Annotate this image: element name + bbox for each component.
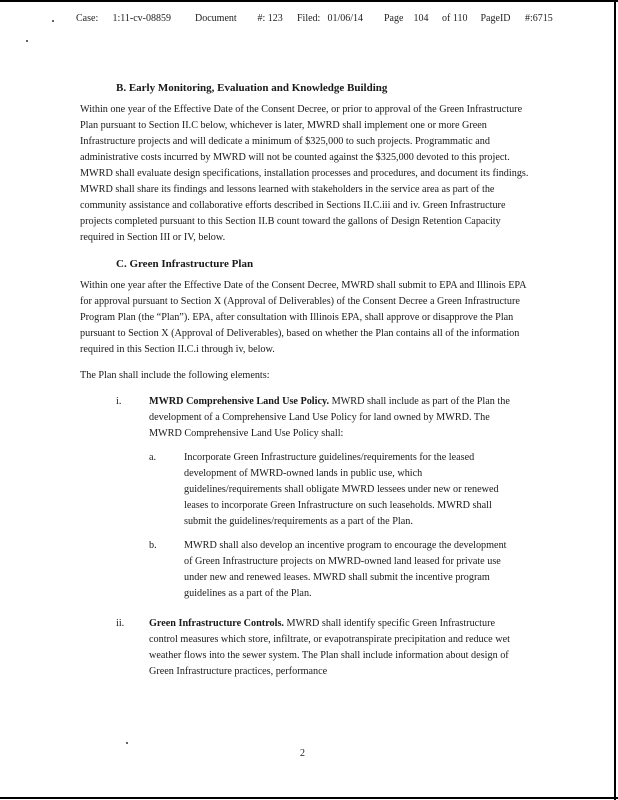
page-of: of 110 (442, 13, 468, 24)
scan-border-bottom (0, 797, 618, 799)
scan-speck (126, 742, 128, 744)
plan-element-ii (116, 616, 535, 680)
document-label: Document (195, 13, 237, 24)
subitem-a (149, 450, 517, 530)
element-content (149, 394, 517, 610)
document-body (80, 82, 535, 686)
pageid-number: #:6715 (525, 13, 553, 24)
filed-date: 01/06/14 (327, 13, 364, 24)
plan-element-i (116, 394, 535, 610)
section-b-paragraph: Within one year of the Effective Date of the Consent Decree, or prior to approval of the Green Infrastructure Plan pursuant to Section II.C below, whichever is later, MWRD shall implement one or more Green Infrastructure projects and will dedicate a minimum of $325,000 to such projects. Programmatic and administrative costs incurred by MWRD will not be counted against the $325,000 devoted to this project. MWRD shall evaluate design specifications, installation processes and procedures, and document its findings. MWRD shall share its findings and lessons learned with stakeholders in the service area as part of the community assistance and collaborative efforts described in Sections II.C.iii and iv. Green Infrastructure projects completed pursuant to this Section II.B count toward the gallons of Design Retention Capacity required in Section III or IV, below. (80, 104, 529, 243)
section-c-heading: C. Green Infrastructure Plan (116, 258, 254, 270)
document-number: #: 123 (257, 13, 283, 24)
element-text: MWRD shall include as part of the Plan the development of a Comprehensive Land Use Policy for land owned by MWRD. The MWRD Comprehensive Land Use Policy shall: (149, 396, 510, 439)
subitem-letter: b. (149, 540, 157, 551)
scan-border-top (0, 0, 618, 2)
element-title: MWRD Comprehensive Land Use Policy. (149, 396, 330, 407)
page-label: Page (384, 13, 404, 24)
case-label: Case: (76, 13, 99, 24)
scan-speck (26, 40, 28, 42)
element-content (149, 616, 517, 680)
page-number: 104 (413, 13, 429, 24)
element-text: MWRD shall identify specific Green Infrastructure control measures which store, infiltrate, or evapotranspirate precipitation and reduce wet weather flows into the sewer system. The Plan shall include information about design of Green Infrastructure practices, performance (149, 618, 510, 677)
scan-speck (52, 20, 54, 22)
section-b-heading: B. Early Monitoring, Evaluation and Knowledge Building (116, 82, 388, 94)
scan-border-right (614, 0, 616, 800)
plan-elements-intro: The Plan shall include the following elements: (80, 370, 270, 381)
filed-label: Filed: (297, 13, 321, 24)
element-number: ii. (116, 618, 125, 629)
element-number: i. (116, 396, 122, 407)
subitem-text: MWRD shall also develop an incentive program to encourage the development of Green Infrastructure projects on MWRD-owned land leased for private use under new and renewed leases. MWRD shall submit the incentive program guidelines as a part of the Plan. (184, 540, 507, 599)
element-title: Green Infrastructure Controls. (149, 618, 284, 629)
pageid-label: PageID (480, 13, 511, 24)
court-filing-header (76, 13, 596, 24)
footer-page-number: 2 (300, 748, 305, 759)
subitem-letter: a. (149, 452, 157, 463)
case-number: 1:11-cv-08859 (112, 13, 172, 24)
subitem-text: Incorporate Green Infrastructure guidelines/requirements for the leased development of MWRD-owned lands in public use, which guidelines/requirements shall obligate MWRD lessees under new or renewed leases to incorporate Green Infrastructure on such leaseholds. MWRD shall submit the guidelines/requirements as a part of the Plan. (184, 452, 499, 527)
subitem-b (149, 538, 517, 602)
section-c-paragraph: Within one year after the Effective Date of the Consent Decree, MWRD shall submit to EPA and Illinois EPA for approval pursuant to Section X (Approval of Deliverables) of the Consent Decree a Green Infrastructure Program Plan (the “Plan”). EPA, after consultation with Illinois EPA, shall approve or disapprove the Plan pursuant to Section X (Approval of Deliverables), based on whether the Plan contains all of the information required in this Section II.C.i through iv, below. (80, 280, 526, 355)
